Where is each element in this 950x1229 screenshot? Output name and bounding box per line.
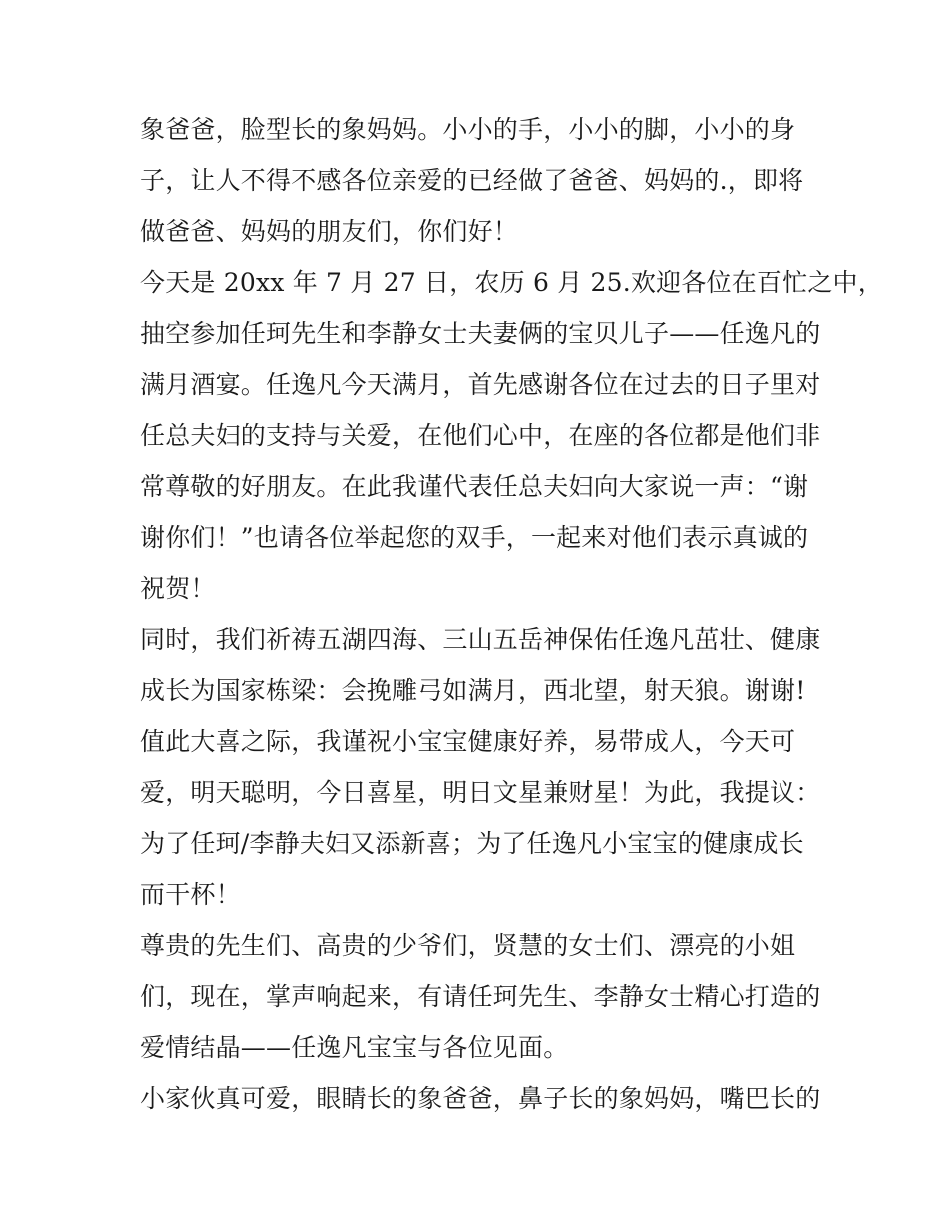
paragraph-4 [140, 716, 821, 920]
text-line: 而干杯！ [140, 880, 241, 909]
text-line: 尊贵的先生们、高贵的少爷们，贤慧的女士们、漂亮的小姐 [140, 931, 796, 960]
paragraph-3 [140, 614, 821, 716]
text-line: 子，让人不得不感各位亲爱的已经做了爸爸、妈妈的.，即将 [140, 166, 804, 195]
text-line: 值此大喜之际，我谨祝小宝宝健康好养，易带成人，今天可 [140, 727, 796, 756]
text-line: 们，现在，掌声响起来，有请任珂先生、李静女士精心打造的 [140, 982, 821, 1011]
text-line: 任总夫妇的支持与关爱，在他们心中，在座的各位都是他们非 [140, 421, 821, 450]
text-line: 谢你们！”也请各位举起您的双手，一起来对他们表示真诚的 [140, 523, 809, 552]
paragraph-1 [140, 104, 816, 257]
text-line: 满月酒宴。任逸凡今天满月，首先感谢各位在过去的日子里对 [140, 370, 821, 399]
text-line: 成长为国家栋梁：会挽雕弓如满月，西北望，射天狼。谢谢! [140, 676, 806, 705]
paragraph-5 [140, 920, 821, 1073]
text-line: 今天是 20xx 年 7 月 27 日，农历 6 月 25.欢迎各位在百忙之中， [140, 268, 883, 297]
text-line: 同时，我们祈祷五湖四海、三山五岳神保佑任逸凡茁壮、健康 [140, 625, 821, 654]
text-line: 为了任珂/李静夫妇又添新喜；为了任逸凡小宝宝的健康成长 [140, 829, 804, 858]
text-line: 爱，明天聪明，今日喜星，明日文星兼财星！为此，我提议： [140, 778, 821, 807]
document-body [140, 104, 883, 1124]
paragraph-2 [140, 257, 883, 614]
text-line: 抽空参加任珂先生和李静女士夫妻俩的宝贝儿子——任逸凡的 [140, 319, 821, 348]
text-line: 象爸爸，脸型长的象妈妈。小小的手，小小的脚，小小的身 [140, 115, 796, 144]
paragraph-6 [140, 1073, 821, 1124]
text-line: 做爸爸、妈妈的朋友们，你们好！ [140, 217, 519, 246]
text-line: 祝贺！ [140, 574, 216, 603]
text-line: 小家伙真可爱，眼睛长的象爸爸，鼻子长的象妈妈，嘴巴长的 [140, 1084, 821, 1113]
text-line: 常尊敬的好朋友。在此我谨代表任总夫妇向大家说一声：“谢 [140, 472, 809, 501]
text-line: 爱情结晶——任逸凡宝宝与各位见面。 [140, 1033, 569, 1062]
